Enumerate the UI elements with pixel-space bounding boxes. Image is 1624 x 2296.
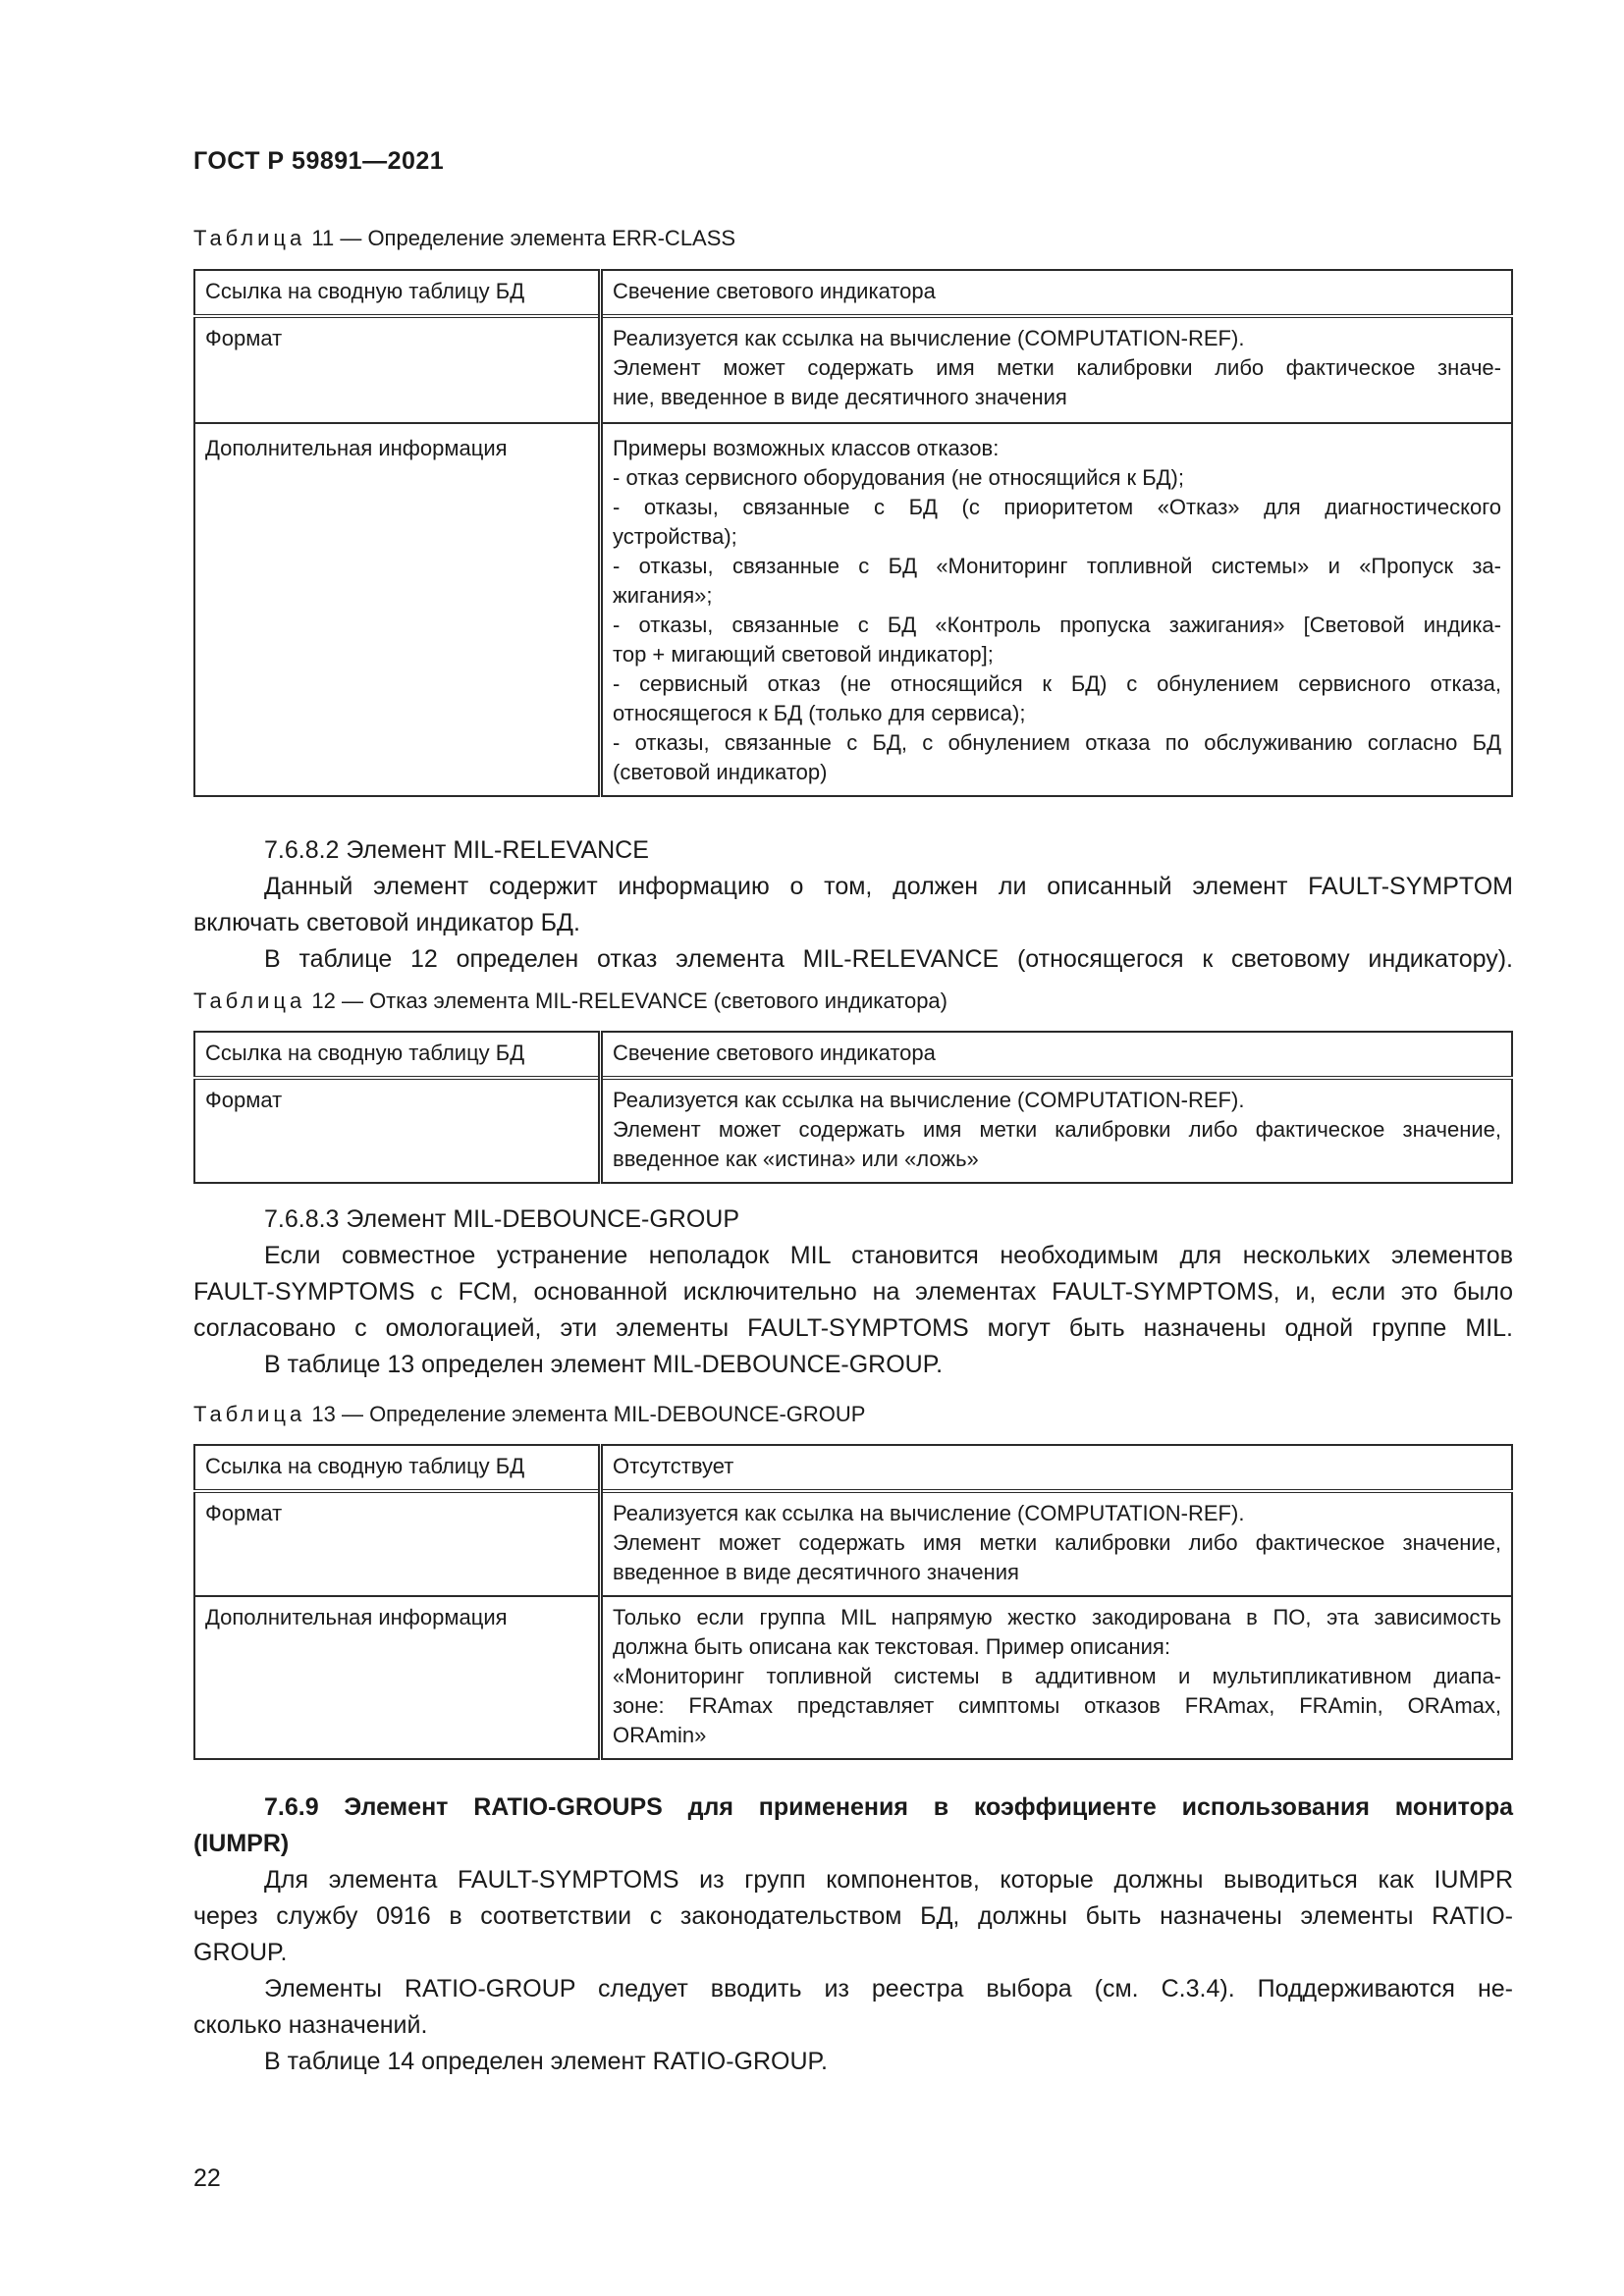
table-12-caption — [193, 987, 947, 1016]
table-12 — [193, 1031, 1513, 1184]
paragraph-line: через службу 0916 в соответствии с законодательством БД, должны быть назначены элементы RATIO- — [193, 1902, 1513, 1930]
table-cell-line: Только если группа MIL напрямую жестко закодирована в ПО, эта зависимость — [613, 1605, 1501, 1629]
paragraph-line: В таблице 14 определен элемент RATIO-GROUP. — [264, 2048, 828, 2075]
table-11-caption-text: 11 — Определение элемента ERR-CLASS — [305, 226, 736, 250]
table-cell-line: - сервисный отказ (не относящийся к БД) с обнулением сервисного отказа, — [613, 671, 1501, 696]
table-cell-line: ние, введенное в виде десятичного значения — [613, 385, 1067, 409]
table-row — [194, 1596, 1512, 1759]
table-row — [194, 270, 1512, 316]
table-cell-line: - отказ сервисного оборудования (не относящийся к БД); — [613, 465, 1184, 490]
table-cell-value — [601, 423, 1513, 796]
table-cell-line: - отказы, связанные с БД (с приоритетом «Отказ» для диагностического — [613, 495, 1501, 519]
table-cell-line: тор + мигающий световой индикатор]; — [613, 642, 994, 667]
paragraph-line: GROUP. — [193, 1939, 288, 1966]
table-cell-line: введенное в виде десятичного значения — [613, 1560, 1019, 1584]
table-cell-label: Формат — [194, 1078, 601, 1183]
table-row — [194, 1445, 1512, 1491]
paragraph-line: сколько назначений. — [193, 2011, 428, 2039]
paragraph-line: Для элемента FAULT-SYMPTOMS из групп компонентов, которые должны выводиться как IUMPR — [264, 1866, 1513, 1894]
table-cell-label: Формат — [194, 316, 601, 423]
table-13-caption-prefix: Таблица — [193, 1402, 306, 1426]
paragraph-line: Элементы RATIO-GROUP следует вводить из реестра выбора (см. С.3.4). Поддерживаются не- — [264, 1975, 1513, 2002]
table-row — [194, 1078, 1512, 1183]
table-cell-label: Дополнительная информация — [194, 1596, 601, 1759]
table-12-caption-prefix: Таблица — [193, 988, 306, 1013]
table-cell-line: относящегося к БД (только для сервиса); — [613, 701, 1026, 725]
table-cell-line: жигания»; — [613, 583, 713, 608]
table-cell-line: устройства); — [613, 524, 737, 549]
table-13-caption — [193, 1400, 865, 1429]
paragraph-line: включать световой индикатор БД. — [193, 909, 580, 936]
paragraph-line: В таблице 13 определен элемент MIL-DEBOUNCE-GROUP. — [264, 1351, 944, 1378]
table-cell-line: Реализуется как ссылка на вычисление (COMPUTATION-REF). — [613, 1501, 1245, 1525]
table-13 — [193, 1444, 1513, 1760]
table-cell-line: Свечение светового индикатора — [613, 1041, 936, 1065]
table-cell-label: Формат — [194, 1491, 601, 1596]
table-cell-value — [601, 270, 1513, 316]
table-12-caption-text: 12 — Отказ элемента MIL-RELEVANCE (светового индикатора) — [305, 988, 947, 1013]
table-cell-label: Ссылка на сводную таблицу БД — [194, 1032, 601, 1078]
table-row — [194, 1032, 1512, 1078]
table-cell-line: Реализуется как ссылка на вычисление (COMPUTATION-REF). — [613, 326, 1245, 350]
table-cell-line: Элемент может содержать имя метки калибровки либо фактическое значение, — [613, 1117, 1501, 1142]
table-cell-value — [601, 1032, 1513, 1078]
table-cell-value — [601, 316, 1513, 423]
table-cell-line: Отсутствует — [613, 1454, 734, 1478]
table-cell-line: (световой индикатор) — [613, 760, 828, 784]
table-cell-label: Ссылка на сводную таблицу БД — [194, 270, 601, 316]
section-heading: 7.6.8.3 Элемент MIL-DEBOUNCE-GROUP — [264, 1205, 740, 1233]
section-heading: 7.6.8.2 Элемент MIL-RELEVANCE — [264, 836, 649, 864]
table-cell-line: Свечение светового индикатора — [613, 279, 936, 303]
table-cell-line: Элемент может содержать имя метки калибровки либо фактическое значе- — [613, 355, 1501, 380]
paragraph-line: Если совместное устранение неполадок MIL становится необходимым для нескольких элементов — [264, 1242, 1513, 1269]
table-11-caption-prefix: Таблица — [193, 226, 306, 250]
table-row — [194, 423, 1512, 796]
table-cell-label: Ссылка на сводную таблицу БД — [194, 1445, 601, 1491]
table-cell-line: - отказы, связанные с БД, с обнулением отказа по обслуживанию согласно БД — [613, 730, 1501, 755]
section-7-6-9 — [193, 1789, 1513, 2080]
table-cell-line: Элемент может содержать имя метки калибровки либо фактическое значение, — [613, 1530, 1501, 1555]
paragraph-line: Данный элемент содержит информацию о том, должен ли описанный элемент FAULT-SYMPTOM — [264, 873, 1513, 900]
table-cell-line: Примеры возможных классов отказов: — [613, 436, 1000, 460]
table-cell-line: - отказы, связанные с БД «Мониторинг топливной системы» и «Пропуск за- — [613, 554, 1501, 578]
table-cell-line: зоне: FRAmax представляет симптомы отказов FRAmax, FRAmin, ORAmax, — [613, 1693, 1501, 1718]
table-cell-line: введенное как «истина» или «ложь» — [613, 1147, 979, 1171]
table-row — [194, 1491, 1512, 1596]
table-11-caption — [193, 224, 735, 253]
paragraph-line: В таблице 12 определен отказ элемента MIL-RELEVANCE (относящегося к световому индикатору). — [264, 945, 1513, 973]
section-heading-continuation: (IUMPR) — [193, 1830, 290, 1857]
table-cell-label: Дополнительная информация — [194, 423, 601, 796]
table-11 — [193, 269, 1513, 797]
paragraph-line: согласовано с омологацией, эти элементы FAULT-SYMPTOMS могут быть назначены одной группе MIL. — [193, 1314, 1513, 1342]
table-cell-value — [601, 1445, 1513, 1491]
table-cell-value — [601, 1596, 1513, 1759]
table-cell-line: должна быть описана как текстовая. Пример описания: — [613, 1634, 1170, 1659]
table-13-caption-text: 13 — Определение элемента MIL-DEBOUNCE-GROUP — [305, 1402, 866, 1426]
table-cell-value — [601, 1078, 1513, 1183]
table-cell-line: - отказы, связанные с БД «Контроль пропуска зажигания» [Световой индика- — [613, 613, 1501, 637]
page-number: 22 — [193, 2164, 221, 2192]
document-code-header: ГОСТ Р 59891—2021 — [193, 147, 445, 175]
table-cell-line: Реализуется как ссылка на вычисление (COMPUTATION-REF). — [613, 1088, 1245, 1112]
table-row — [194, 316, 1512, 423]
section-7-6-8-2 — [193, 832, 1513, 978]
paragraph-line: FAULT-SYMPTOMS с FCM, основанной исключительно на элементах FAULT-SYMPTOMS, и, если это было — [193, 1278, 1513, 1306]
table-cell-value — [601, 1491, 1513, 1596]
section-7-6-8-3 — [193, 1201, 1513, 1383]
section-heading: 7.6.9 Элемент RATIO-GROUPS для применения в коэффициенте использования монитора — [264, 1793, 1513, 1821]
table-cell-line: ORAmin» — [613, 1723, 707, 1747]
table-cell-line: «Мониторинг топливной системы в аддитивном и мультипликативном диапа- — [613, 1664, 1501, 1688]
